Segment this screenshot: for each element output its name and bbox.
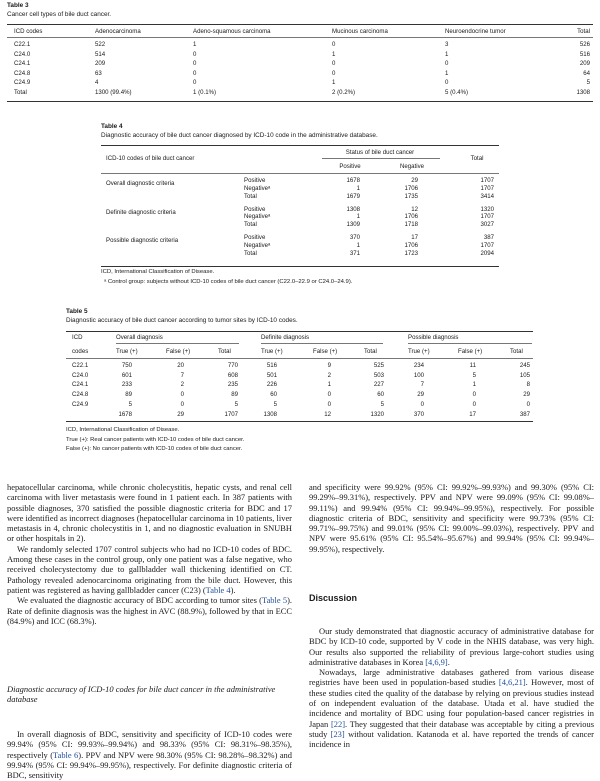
table4-row-label: Negativeᵃ bbox=[244, 242, 271, 249]
table5-value-cell: 0 bbox=[472, 400, 476, 408]
table5-value-cell: 0 bbox=[526, 400, 530, 408]
table4-caption-block bbox=[101, 123, 501, 140]
table5-label: Table 5 bbox=[66, 308, 88, 315]
table3-cell: 64 bbox=[583, 69, 590, 77]
table5-bottom-rule bbox=[66, 421, 533, 422]
table3-bottom-rule bbox=[7, 101, 593, 102]
right-p2-end: . bbox=[447, 656, 450, 667]
table5-value-cell: 5 bbox=[472, 371, 476, 379]
table3-cell: 4 bbox=[95, 79, 99, 86]
table5-value-cell: 770 bbox=[227, 362, 238, 369]
table5-sub-header: True (+) bbox=[116, 348, 138, 355]
table3-cell: 522 bbox=[95, 41, 106, 48]
table3-cell: 526 bbox=[579, 41, 590, 48]
table4-negative-cell: 1735 bbox=[404, 192, 418, 200]
table3-cell: 0 bbox=[193, 60, 197, 67]
table4-link[interactable]: Table 4 bbox=[205, 584, 231, 595]
table5-group-rule bbox=[261, 343, 383, 344]
table4-status-rule bbox=[322, 158, 440, 159]
right-column-text-2 bbox=[309, 626, 594, 750]
table4-positive-cell: 370 bbox=[349, 234, 360, 242]
table4-total-cell: 2094 bbox=[480, 249, 494, 257]
table5-icd-cell: C24.1 bbox=[72, 381, 89, 389]
table5-value-cell: 245 bbox=[519, 362, 530, 369]
table4-group-label: Possible diagnostic criteria bbox=[106, 237, 179, 245]
table4-negative-cell: 1706 bbox=[404, 242, 418, 249]
left-paragraph-3 bbox=[7, 595, 292, 626]
table4-row-label: Total bbox=[244, 192, 257, 200]
table5-sub-header: Total bbox=[218, 348, 231, 355]
table4-positive-cell: 1679 bbox=[346, 192, 360, 200]
table3-cell: 0 bbox=[332, 69, 336, 77]
table3-cell: 1 bbox=[332, 50, 336, 58]
right-paragraph-3 bbox=[309, 667, 594, 749]
table3-cell: 209 bbox=[95, 60, 106, 67]
table4-positive-cell: 1 bbox=[356, 213, 360, 221]
table4-group-label: Overall diagnostic criteria bbox=[106, 180, 175, 187]
table3-cell: 1 bbox=[332, 79, 336, 86]
table4-header-negative: Negative bbox=[399, 163, 425, 170]
table5-value-cell: 29 bbox=[177, 410, 184, 418]
table5-value-cell: 0 bbox=[420, 400, 424, 408]
table4-negative-cell: 29 bbox=[411, 177, 418, 184]
table3-cell: 209 bbox=[579, 60, 590, 67]
table5-sub-header: Total bbox=[364, 348, 377, 355]
table4-negative-cell: 1723 bbox=[404, 249, 418, 257]
table5-value-cell: 235 bbox=[227, 381, 238, 389]
table4-row-label: Total bbox=[244, 249, 257, 257]
table5-sub-header: False (+) bbox=[166, 348, 191, 355]
table3-col-header: ICD codes bbox=[14, 28, 43, 35]
table3-label: Table 3 bbox=[7, 2, 29, 9]
table5-value-cell: 12 bbox=[324, 410, 331, 418]
table3-cell: 5 bbox=[586, 79, 590, 86]
table5-icd-cell: C24.8 bbox=[72, 391, 89, 399]
table5-value-cell: 387 bbox=[519, 410, 530, 418]
left-paragraph-1: hepatocellular carcinoma, while chronic cholecystitis, hepatic cysts, and renal cell carcinoma with liver metastasis were found in 1 patient each. In 387 patients with possible diagnoses, 370 satisfied the possible diagnostic criteria for BDC and 17 were identified as incorrect diagnoses (hepatocellular carcinoma in 10 patients, liver metastasis in 4, chronic cholecystitis in 1, and no diagnostic evaluation in SNUBH or other hospitals in 2). bbox=[7, 482, 292, 544]
table3-cell: 1 (0.1%) bbox=[193, 88, 217, 96]
table5-value-cell: 5 bbox=[380, 400, 384, 408]
left-p3-text: We evaluated the diagnostic accuracy of BDC according to tumor sites ( bbox=[17, 595, 262, 606]
table4-positive-cell: 1 bbox=[356, 242, 360, 249]
table5-value-cell: 5 bbox=[234, 400, 238, 408]
table3-cell: 1308 bbox=[576, 88, 590, 96]
table4-total-cell: 3414 bbox=[480, 192, 494, 200]
table4-row-label: Positive bbox=[244, 177, 266, 184]
table5-value-cell: 608 bbox=[227, 371, 238, 379]
table5-value-cell: 234 bbox=[413, 362, 424, 369]
left-paragraph-2 bbox=[7, 544, 292, 595]
table5-value-cell: 233 bbox=[121, 381, 132, 389]
table3-cell: 0 bbox=[193, 69, 197, 77]
right-paragraph-1: and specificity were 99.92% (95% CI: 99.92%–99.93%) and 99.30% (95% CI: 99.29%–99.31%), respectively. PPV and NPV were 99.09% (95% CI: 99.08%–99.11%) and 99.94% (95% CI: 99.94%–99.95%), respectively. For possible diagnostic criteria of BDC, sensitivity and specificity were 99.73% (95% CI: 99.71%–99.75%) and 99.01% (95% CI: 99.00%–99.03%), respectively. PPV and NPV were 95.61% (95% CI: 95.54%–95.67%) and 99.94% (95% CI: 99.94%–99.95%), respectively. bbox=[309, 482, 594, 554]
table5-group-header: Overall diagnosis bbox=[116, 334, 163, 341]
table3-cell: 0 bbox=[332, 60, 336, 67]
left-column-text bbox=[7, 482, 292, 626]
table5-value-cell: 0 bbox=[327, 400, 331, 408]
table4-positive-cell: 1 bbox=[356, 184, 360, 192]
table4-top-rule bbox=[101, 145, 499, 146]
table5-value-cell: 1707 bbox=[224, 410, 238, 418]
table3-cell: 1300 (99.4%) bbox=[95, 88, 132, 96]
table4-header-positive: Positive bbox=[339, 163, 361, 170]
discussion-heading: Discussion bbox=[309, 593, 358, 603]
table5-value-cell: 226 bbox=[266, 381, 277, 389]
table3-header-rule bbox=[7, 37, 593, 38]
table4-row-label: Positive bbox=[244, 205, 266, 213]
table5-value-cell: 1308 bbox=[263, 410, 277, 418]
table4-negative-cell: 1706 bbox=[404, 184, 418, 192]
table5-value-cell: 29 bbox=[523, 391, 530, 399]
table4-row-label: Negativeᵃ bbox=[244, 184, 271, 192]
table3-col-header: Total bbox=[577, 28, 590, 35]
table5-value-cell: 17 bbox=[469, 410, 476, 418]
table4-footnote-control: ᵃ Control group: subjects without ICD-10 codes of bile duct cancer (C22.0–22.9 or C24.0–24.9). bbox=[104, 279, 353, 285]
left-paragraph-4 bbox=[7, 729, 292, 780]
table3-cell: C22.1 bbox=[14, 41, 31, 48]
table4-group-label: Definite diagnostic criteria bbox=[106, 208, 176, 216]
table5-header-rule bbox=[66, 358, 533, 359]
table5-footnote-false: False (+): No cancer patients with ICD-10 codes of bile duct cancer. bbox=[66, 446, 243, 452]
table5-value-cell: 7 bbox=[180, 371, 184, 379]
table5-group-rule bbox=[408, 343, 532, 344]
table5-value-cell: 516 bbox=[266, 362, 277, 369]
left-p4-end: ). PPV and NPV were 98.30% (95% CI: 98.28%–98.32%) and 99.94% (95% CI: 99.94%–99.95%), respectively. For definite diagnostic criteria of BDC, sensitivity bbox=[7, 749, 292, 781]
table5-header-codes: codes bbox=[72, 348, 89, 355]
table5-value-cell: 89 bbox=[125, 391, 132, 399]
table6-link[interactable]: Table 6 bbox=[53, 749, 79, 760]
table4-header-icd: ICD-10 codes of bile duct cancer bbox=[106, 155, 195, 162]
table3-cell: C24.0 bbox=[14, 50, 31, 58]
table4-row-label: Total bbox=[244, 221, 257, 229]
table3-cell: 1 bbox=[445, 69, 449, 77]
right-p3-mid1: . However, most of these studies cited the quality of the database by relying on previous studies instead of on independent evaluation of the database. Utada et al. have studied the incidence and mortality of BDC using four population-based cancer registries in Japan bbox=[309, 677, 594, 729]
table3-cell: C24.1 bbox=[14, 60, 31, 67]
table3-cell: 2 (0.2%) bbox=[332, 88, 356, 96]
table5-value-cell: 1320 bbox=[370, 410, 384, 418]
table5-value-cell: 2 bbox=[180, 381, 184, 389]
table5-value-cell: 525 bbox=[373, 362, 384, 369]
left-p3-end: ). Rate of definite diagnosis was the highest in AVC (88.9%), followed by that in ECC (84.9%) and ICC (68.3%). bbox=[7, 595, 292, 626]
table4-positive-cell: 1309 bbox=[346, 221, 360, 229]
table3-cell: 514 bbox=[95, 50, 106, 58]
table5-sub-header: Total bbox=[510, 348, 523, 355]
table4-header-total: Total bbox=[470, 155, 484, 162]
table5-group-header: Possible diagnosis bbox=[408, 334, 459, 341]
table5-value-cell: 501 bbox=[266, 371, 277, 379]
table3-cell: 0 bbox=[445, 60, 449, 67]
table5-icd-cell: C24.0 bbox=[72, 371, 89, 379]
table5-value-cell: 60 bbox=[377, 391, 384, 399]
table5-value-cell: 89 bbox=[231, 391, 238, 399]
table4-header-status: Status of bile duct cancer bbox=[345, 149, 415, 156]
table5-icd-cell: C22.1 bbox=[72, 362, 89, 369]
left-column-text-2 bbox=[7, 729, 292, 780]
table3-caption-block bbox=[7, 2, 427, 19]
table4-positive-cell: 1678 bbox=[346, 177, 360, 184]
right-p2-text: Our study demonstrated that diagnostic accuracy of administrative database for BDC by ICD-10 code, supported by V code in the NHIS database, was very high. Our results also supported the reliability of previous large-cohort studies using administrative databases in Korea bbox=[309, 626, 594, 667]
table3-cell: 0 bbox=[193, 50, 197, 58]
table3-cell: 5 (0.4%) bbox=[445, 88, 469, 96]
subsection-heading: Diagnostic accuracy of ICD-10 codes for bile duct cancer in the administrative database bbox=[7, 684, 276, 705]
ref-link-22[interactable]: [22] bbox=[330, 718, 346, 729]
table5-sub-header: False (+) bbox=[313, 348, 338, 355]
left-p2-text: We randomly selected 1707 control subjects who had no ICD-10 codes of BDC. Among these cases in the control group, only one patient was a false negative, who received cholecystectomy due to gallbladder wall thickening identified on CT. Pathology revealed adenocarcinoma originating from the bile duct. However, this patient was registered as having gallbladder cancer (C23) ( bbox=[7, 543, 292, 595]
table5-value-cell: 5 bbox=[273, 400, 277, 408]
table3-col-header: Neuroendocrine tumor bbox=[445, 28, 506, 35]
table5-sub-header: True (+) bbox=[408, 348, 430, 355]
table4-total-cell: 1320 bbox=[480, 205, 494, 213]
right-p3-text: Nowadays, large administrative databases gathered from various disease registries have been used in population-based studies bbox=[309, 667, 594, 688]
table5-value-cell: 11 bbox=[469, 362, 476, 369]
table5-value-cell: 1 bbox=[472, 381, 476, 389]
table4-negative-cell: 1718 bbox=[404, 221, 418, 229]
table4-negative-cell: 1706 bbox=[404, 213, 418, 221]
table3-cell: Total bbox=[14, 88, 27, 96]
table5-value-cell: 503 bbox=[373, 371, 384, 379]
table5-value-cell: 370 bbox=[413, 410, 424, 418]
left-p4-text: In overall diagnosis of BDC, sensitivity and specificity of ICD-10 codes were 99.94% (95% CI: 99.93%–99.94%) and 98.33% (95% CI: 98.31%–98.35%), respectively ( bbox=[7, 729, 292, 760]
table5-group-rule bbox=[116, 343, 239, 344]
table4-total-cell: 3027 bbox=[480, 221, 494, 229]
right-p3-mid2: . They suggested that their database was acceptable by citing a previous study bbox=[309, 718, 594, 739]
table5-top-rule bbox=[66, 331, 533, 332]
table4-total-cell: 1707 bbox=[480, 213, 494, 221]
table5-value-cell: 601 bbox=[121, 371, 132, 379]
table5-value-cell: 1 bbox=[327, 381, 331, 389]
table5-link[interactable]: Table 5 bbox=[262, 595, 288, 606]
table4-total-cell: 1707 bbox=[480, 242, 494, 249]
table5-value-cell: 9 bbox=[327, 362, 331, 369]
table5-value-cell: 0 bbox=[472, 391, 476, 399]
table5-sub-header: False (+) bbox=[458, 348, 483, 355]
table5-group-header: Definite diagnosis bbox=[261, 334, 310, 341]
left-p2-end: ). bbox=[230, 584, 236, 595]
table3-cell: 1 bbox=[445, 50, 449, 58]
table4-positive-cell: 371 bbox=[349, 249, 360, 257]
table3-col-header: Adeno-squamous carcinoma bbox=[193, 28, 271, 35]
table5-value-cell: 2 bbox=[327, 371, 331, 379]
table3-cell: 0 bbox=[332, 41, 336, 48]
right-paragraph-2 bbox=[309, 626, 594, 667]
table3-cell: 63 bbox=[95, 69, 102, 77]
table5-value-cell: 20 bbox=[177, 362, 184, 369]
table4-positive-cell: 1308 bbox=[346, 205, 360, 213]
table5-value-cell: 227 bbox=[373, 381, 384, 389]
table5-value-cell: 0 bbox=[327, 391, 331, 399]
table5-footnote-abbrev: ICD, International Classification of Disease. bbox=[66, 427, 180, 433]
table5-value-cell: 60 bbox=[270, 391, 277, 399]
table5-value-cell: 0 bbox=[180, 400, 184, 408]
table4-total-cell: 1707 bbox=[480, 184, 494, 192]
table4-row-label: Positive bbox=[244, 234, 266, 242]
table4-row-label: Negativeᵃ bbox=[244, 213, 271, 221]
table3-col-header: Mucinous carcinoma bbox=[332, 28, 388, 35]
table3-caption: Cancer cell types of bile duct cancer. bbox=[7, 10, 112, 18]
table3-cell: 0 bbox=[445, 79, 449, 86]
table5-header-icd: ICD bbox=[72, 334, 83, 341]
table5-value-cell: 105 bbox=[519, 371, 530, 379]
table5-value-cell: 7 bbox=[420, 381, 424, 389]
table5-caption-block bbox=[66, 308, 486, 325]
table3-cell: 1 bbox=[193, 41, 197, 48]
table3-cell: C24.9 bbox=[14, 79, 31, 86]
table3-cell: 516 bbox=[579, 50, 590, 58]
table5-caption: Diagnostic accuracy of bile duct cancer according to tumor sites by ICD-10 codes. bbox=[66, 316, 298, 324]
table4-footnote-abbrev: ICD, International Classification of Disease. bbox=[101, 269, 215, 275]
table3-top-rule bbox=[7, 24, 593, 25]
table5-footnote-true: True (+): Real cancer patients with ICD-10 codes of bile duct cancer. bbox=[66, 437, 245, 443]
table4-caption: Diagnostic accuracy of bile duct cancer diagnosed by ICD-10 code in the administrative database. bbox=[101, 131, 378, 139]
table4-total-cell: 1707 bbox=[480, 177, 494, 184]
ref-link-4-6-21[interactable]: [4,6,21] bbox=[498, 677, 526, 688]
table5-value-cell: 1678 bbox=[118, 410, 132, 418]
table3-cell: 0 bbox=[193, 79, 197, 86]
table5-value-cell: 100 bbox=[413, 371, 424, 379]
table5-sub-header: True (+) bbox=[261, 348, 283, 355]
table3-cell: 3 bbox=[445, 41, 449, 48]
right-column-text bbox=[309, 482, 594, 554]
ref-link-4-6-9[interactable]: [4,6,9] bbox=[425, 656, 448, 667]
table4-total-cell: 387 bbox=[483, 234, 494, 242]
table3-cell: C24.8 bbox=[14, 69, 31, 77]
table5-value-cell: 29 bbox=[417, 391, 424, 399]
table4-negative-cell: 12 bbox=[411, 205, 418, 213]
table4-header-rule bbox=[101, 173, 499, 174]
table4-label: Table 4 bbox=[101, 123, 123, 130]
table5-value-cell: 5 bbox=[128, 400, 132, 408]
table5-value-cell: 0 bbox=[180, 391, 184, 399]
table4-bottom-rule bbox=[101, 266, 499, 267]
table5-value-cell: 8 bbox=[526, 381, 530, 389]
table4-negative-cell: 17 bbox=[411, 234, 418, 242]
table5-value-cell: 750 bbox=[121, 362, 132, 369]
ref-link-23[interactable]: [23] bbox=[330, 728, 345, 739]
right-p3-end: without validation. Katanoda et al. have reported the trends of cancer incidence in bbox=[309, 728, 594, 750]
table5-icd-cell: C24.9 bbox=[72, 400, 89, 408]
table3-col-header: Adenocarcinoma bbox=[95, 28, 141, 35]
